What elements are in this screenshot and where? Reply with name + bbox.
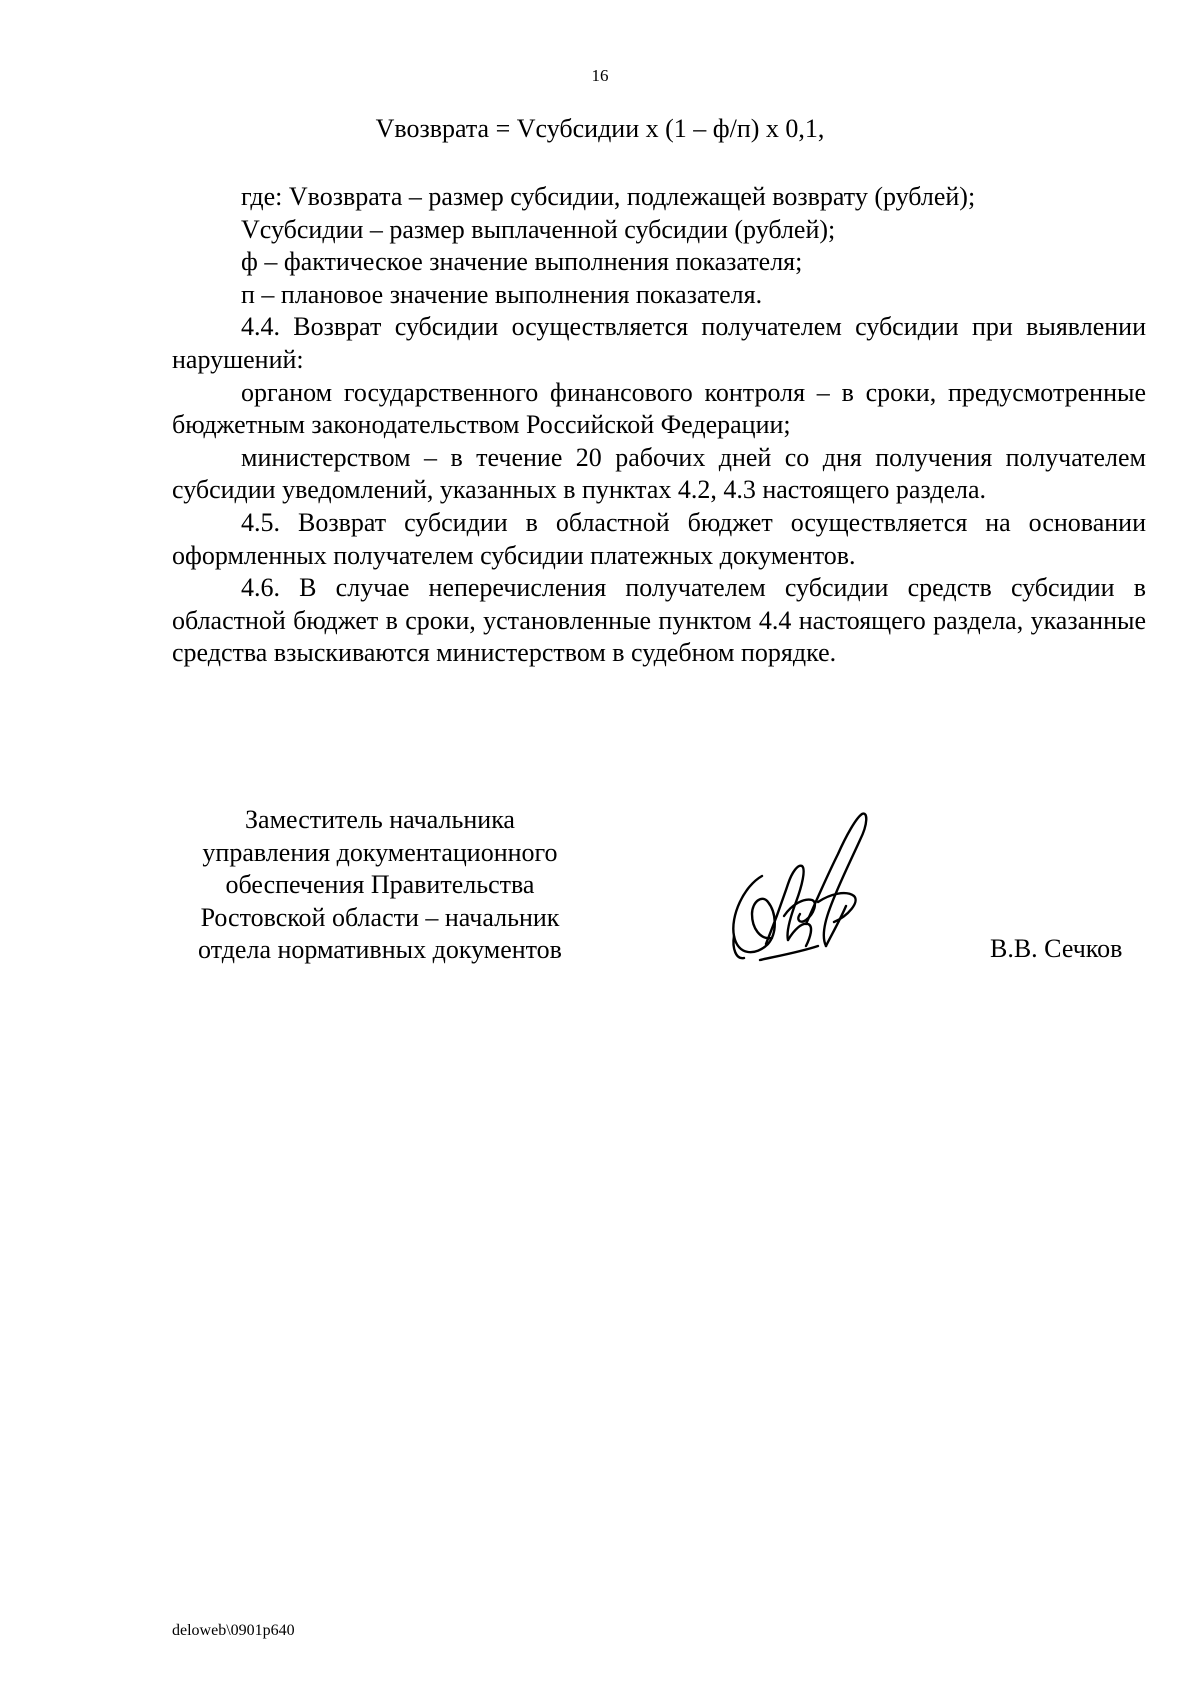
signer-position bbox=[170, 804, 590, 967]
signer-position-line: обеспечения Правительства bbox=[225, 870, 535, 900]
signer-name: В.В. Сечков bbox=[990, 934, 1123, 963]
paragraph-control-body: органом государственного финансового контроля – в сроки, предусмотренные бюджетным законодательством Российской Федерации; bbox=[172, 377, 1146, 440]
signer-position-line: управления документационного bbox=[202, 837, 558, 867]
definition-line: п – плановое значение выполнения показателя. bbox=[241, 279, 763, 309]
paragraph-4-5: 4.5. Возврат субсидии в областной бюджет осуществляется на основании оформленных получателем субсидии платежных документов. bbox=[172, 507, 1146, 570]
formula: Vвозврата = Vсубсидии х (1 – ф/п) х 0,1, bbox=[375, 114, 825, 143]
signer-position-line: отдела нормативных документов bbox=[198, 935, 562, 965]
definition-line: Vсубсидии – размер выплаченной субсидии (рублей); bbox=[241, 214, 836, 244]
definition-line: где: Vвозврата – размер субсидии, подлежащей возврату (рублей); bbox=[241, 182, 976, 211]
handwritten-signature bbox=[722, 806, 872, 971]
paragraph-ministry: министерством – в течение 20 рабочих дней со дня получения получателем субсидии уведомлений, указанных в пунктах 4.2, 4.3 настоящего раздела. bbox=[172, 442, 1146, 505]
signer-position-line: Ростовской области – начальник bbox=[200, 902, 560, 932]
paragraph-4-4: 4.4. Возврат субсидии осуществляется получателем субсидии при выявлении нарушений: bbox=[172, 312, 1146, 374]
paragraph-4-6: 4.6. В случае неперечисления получателем субсидии средств субсидии в областной бюджет в сроки, установленные пунктом 4.4 настоящего раздела, указанные средства взыскиваются министерством в судебном порядке. bbox=[172, 573, 1146, 668]
file-reference: deloweb\0901p640 bbox=[172, 1622, 295, 1639]
signer-position-line: Заместитель начальника bbox=[245, 805, 515, 834]
page-number: 16 bbox=[591, 66, 609, 85]
document-body bbox=[172, 181, 1146, 670]
definition-line: ф – фактическое значение выполнения показателя; bbox=[241, 247, 803, 277]
